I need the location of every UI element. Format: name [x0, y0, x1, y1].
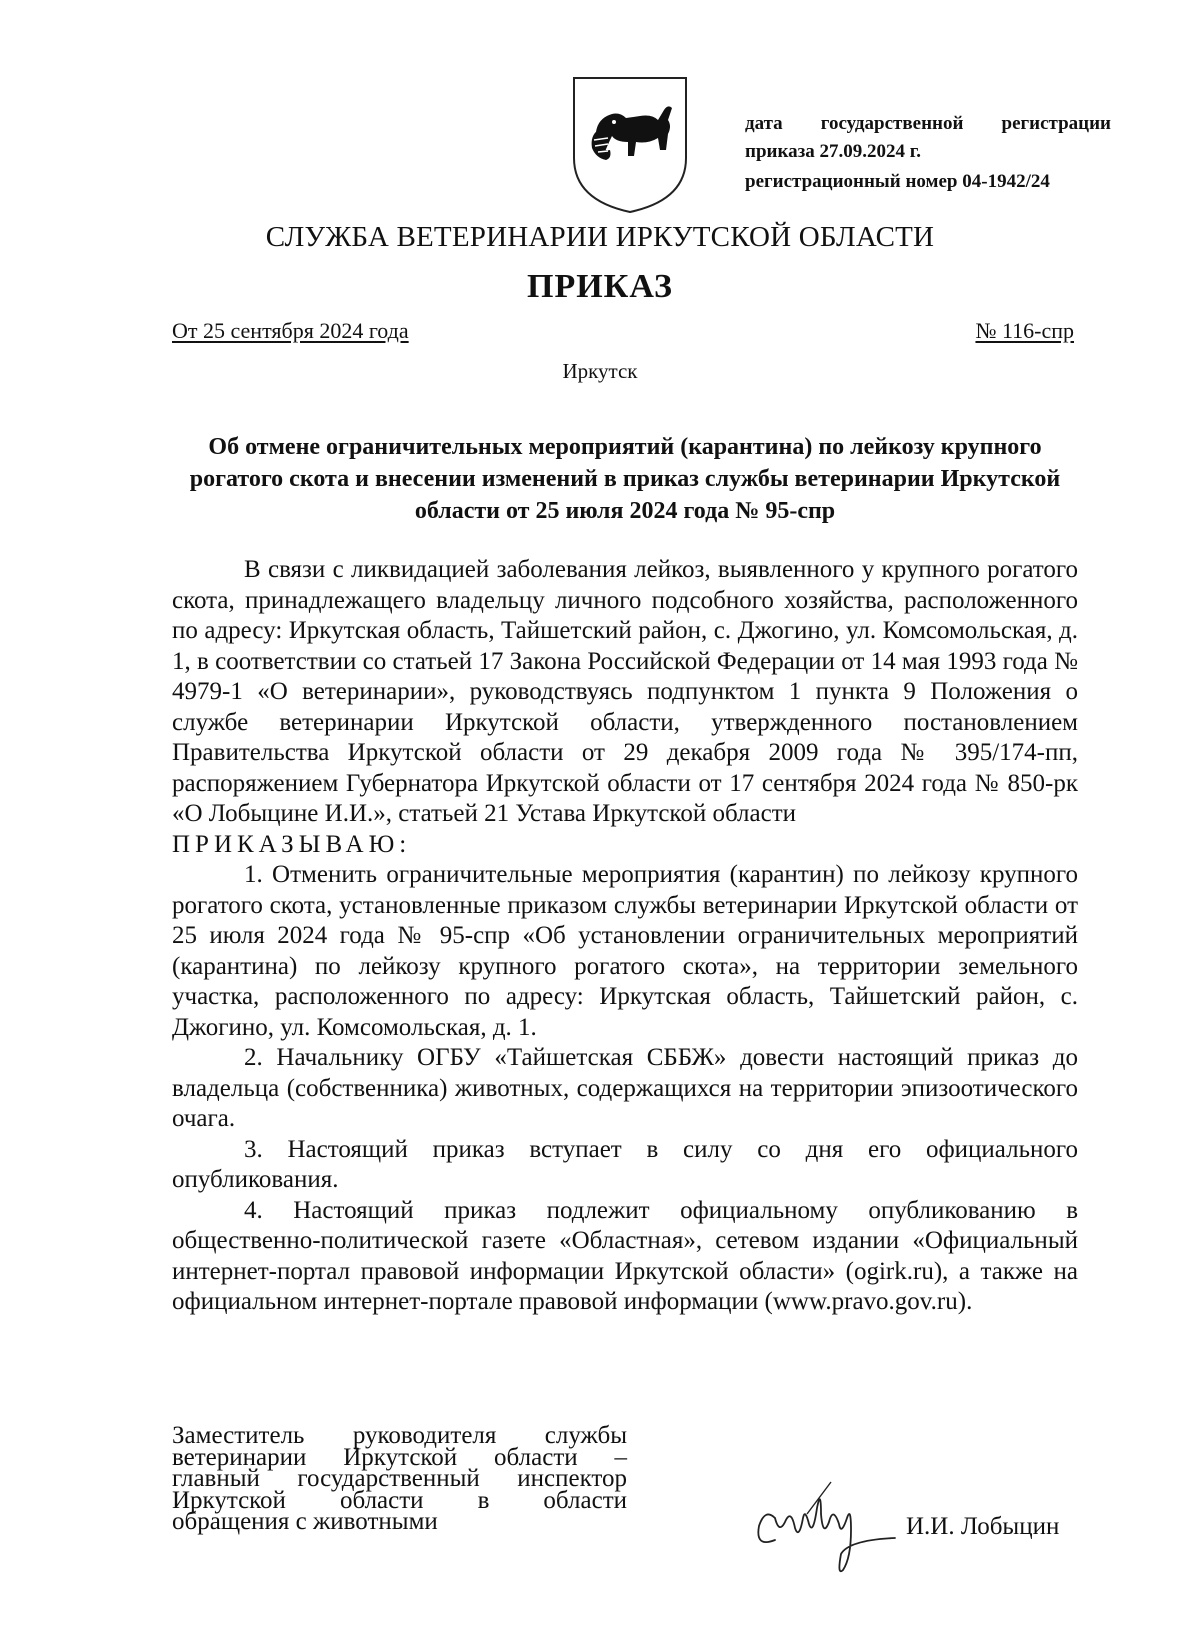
order-city: Иркутск	[562, 359, 638, 383]
registration-number: регистрационный номер 04-1942/24	[745, 171, 1050, 192]
document-title: Об отмене ограничительных мероприятий (карантина) по лейкозу крупного рогатого скота и внесении изменений в приказ службы ветеринарии Иркутской области от 25 июля 2024 года № 95-спр	[189, 434, 1061, 524]
signer-position-line: Заместитель руководителя службы	[172, 1422, 627, 1449]
signer-position-line: главный государственный инспектор	[172, 1465, 627, 1492]
registration-date-value: приказа 27.09.2024 г.	[745, 141, 921, 162]
preamble-paragraph: В связи с ликвидацией заболевания лейкоз, выявленного у крупного рогатого скота, принадлежащего владельцу личного подсобного хозяйства, расположенного по адресу: Иркутская область, Тайшетский район, с. Джогино, ул. Комсомольская, д. 1, в соответствии со статьей 17 Закона Российской Федерации от 14 мая 1993 года № 4979-1 «О ветеринарии», руководствуясь подпунктом 1 пункта 9 Положения о службе ветеринарии Иркутской области, утвержденного постановлением Правительства Иркутской области от 29 декабря 2009 года № 395/174-пп, распоряжением Губернатора Иркутской области от 17 сентября 2024 года № 850-рк «О Лобыцине И.И.», статьей 21 Устава Иркутской области	[172, 556, 1078, 827]
registration-date-label: дата государственной регистрации	[745, 113, 1111, 134]
order-item-3: 3. Настоящий приказ вступает в силу со дня его официального опубликования.	[172, 1135, 1078, 1193]
order-item-4: 4. Настоящий приказ подлежит официальному опубликованию в общественно-политической газете «Областная», сетевом издании «Официальный интернет-портал правовой информации Иркутской области» (ogirk.ru), а также на официальном интернет-портале правовой информации (www.pravo.gov.ru).	[172, 1196, 1078, 1315]
order-item-2: 2. Начальнику ОГБУ «Тайшетская СББЖ» довести настоящий приказ до владельца (собственника) животных, содержащихся на территории эпизоотического очага.	[172, 1044, 1078, 1132]
order-item-1: 1. Отменить ограничительные мероприятия (карантин) по лейкозу крупного рогатого скота, установленные приказом службы ветеринарии Иркутской области от 25 июля 2024 года № 95-спр «Об установлении ограничительных мероприятий (карантина) по лейкозу крупного рогатого скота», на территории земельного участка, расположенного по адресу: Иркутская область, Тайшетский район, с. Джогино, ул. Комсомольская, д. 1.	[172, 861, 1078, 1041]
signer-position-line: ветеринарии Иркутской области –	[172, 1443, 627, 1471]
order-word: ПРИКАЗЫВАЮ:	[172, 830, 412, 858]
signer-position-line: Иркутской области в области	[172, 1486, 627, 1514]
order-date: От 25 сентября 2024 года	[172, 318, 409, 343]
agency-name: СЛУЖБА ВЕТЕРИНАРИИ ИРКУТСКОЙ ОБЛАСТИ	[265, 221, 935, 253]
signer-name: И.И. Лобыцин	[906, 1513, 1060, 1540]
order-number: № 116-спр	[975, 318, 1074, 343]
document-body	[172, 555, 1078, 1318]
handwritten-signature	[745, 1478, 905, 1578]
signer-position	[172, 1422, 627, 1535]
signer-position-line: обращения с животными	[172, 1508, 438, 1535]
coat-of-arms-emblem	[568, 74, 692, 216]
document-type: ПРИКАЗ	[527, 268, 673, 305]
